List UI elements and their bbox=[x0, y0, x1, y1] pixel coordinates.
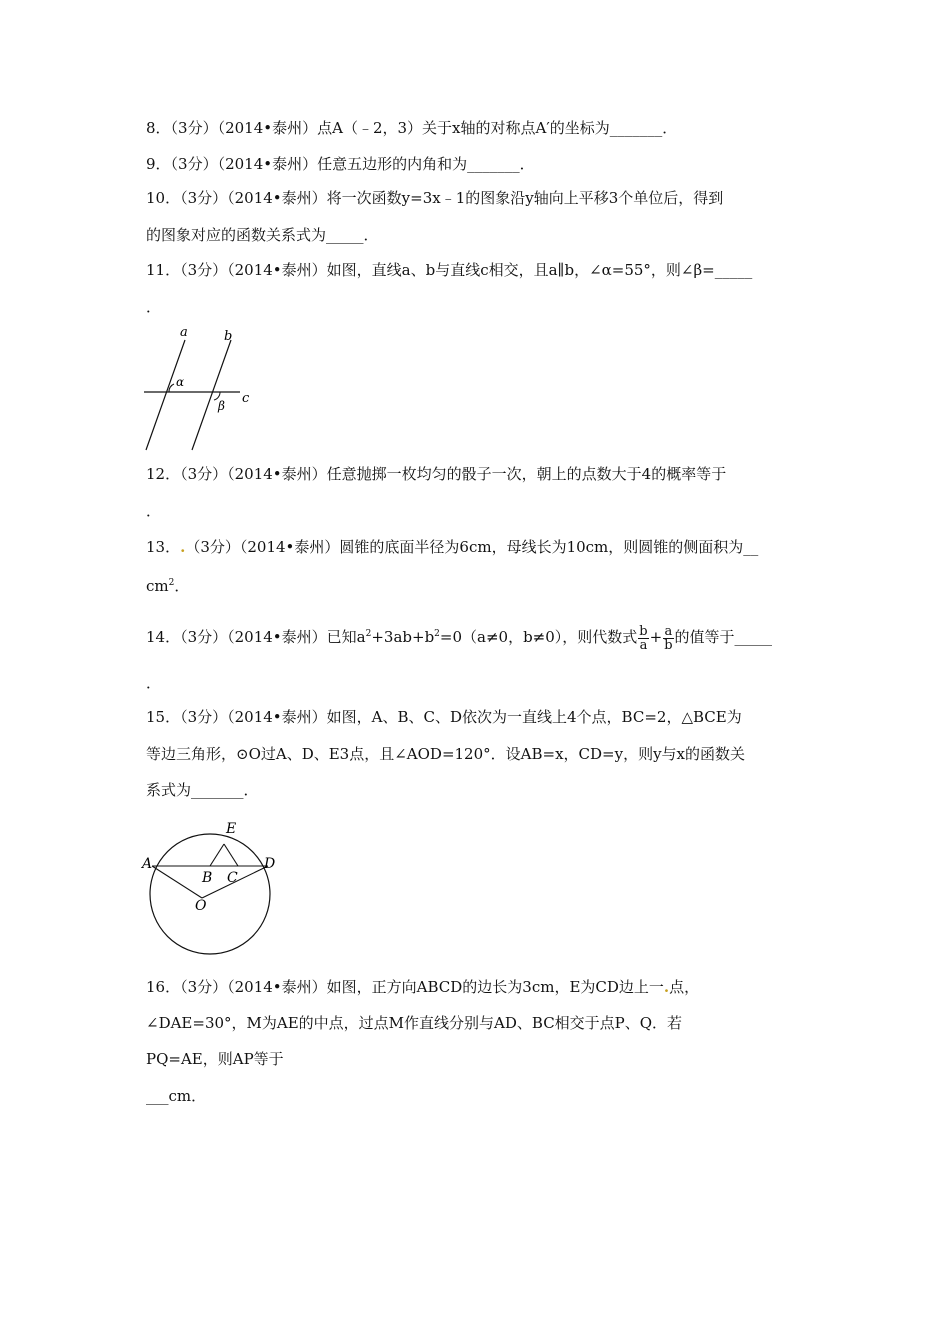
question-14-line-1 bbox=[146, 620, 772, 652]
fraction-plus-sign: + bbox=[649, 628, 663, 646]
question-8: 8．（3分）（2014•泰州）点A（﹣2，3）关于x轴的对称点A′的坐标为_______． bbox=[146, 119, 678, 137]
line-b bbox=[192, 340, 231, 450]
question-14-part-4: 的值等于_____ bbox=[674, 628, 773, 646]
label-A: A bbox=[142, 856, 153, 872]
question-16-line-4: ___cm． bbox=[146, 1087, 207, 1105]
question-11-line-2: ． bbox=[146, 298, 162, 316]
question-13-text: （3分）（2014•泰州）圆锥的底面半径为6cm，母线长为10cm，则圆锥的侧面积为__ bbox=[185, 538, 759, 556]
question-14-part-2: +3ab+b bbox=[371, 628, 435, 646]
question-16-line-1 bbox=[146, 977, 699, 997]
label-alpha: α bbox=[176, 375, 185, 389]
question-13-line-1 bbox=[146, 537, 758, 557]
label-C: C bbox=[227, 870, 238, 886]
question-13-unit: cm bbox=[146, 577, 169, 595]
question-13-dot-mark: . bbox=[180, 538, 186, 556]
question-11-line-1: 11．（3分）（2014•泰州）如图，直线a、b与直线c相交，且a∥b，∠α=55°，则∠β=_____ bbox=[146, 261, 753, 279]
fraction-2-numerator: a bbox=[664, 623, 673, 639]
question-16-line-2: ∠DAE=30°，M为AE的中点，过点M作直线分别与AD、BC相交于点P、Q．若 bbox=[146, 1014, 683, 1032]
parallel-lines-figure bbox=[140, 322, 255, 454]
fraction-b-over-a bbox=[638, 625, 648, 652]
question-10-line-1: 10．（3分）（2014•泰州）将一次函数y=3x﹣1的图象沿y轴向上平移3个单位后，得到 bbox=[146, 189, 724, 207]
question-16-text-b: 点， bbox=[669, 978, 700, 996]
question-13-end: ． bbox=[174, 577, 190, 595]
fraction-1-numerator: b bbox=[639, 623, 648, 639]
question-14-part-3: =0（a≠0，b≠0），则代数式 bbox=[439, 628, 638, 646]
question-16-line-3: PQ=AE，则AP等于 bbox=[146, 1050, 284, 1068]
question-15-line-3: 系式为_______． bbox=[146, 781, 259, 799]
label-b: b bbox=[224, 329, 233, 344]
fraction-a-over-b bbox=[663, 625, 673, 652]
label-c: c bbox=[242, 391, 250, 406]
fraction-1-denominator: a bbox=[639, 637, 648, 653]
label-O: O bbox=[195, 898, 207, 914]
question-14-exp-2: 2 bbox=[434, 629, 440, 639]
label-beta: β bbox=[218, 399, 225, 413]
question-12-line-2: ． bbox=[146, 502, 162, 520]
question-15-line-2: 等边三角形，⊙O过A、D、E3点，且∠AOD=120°．设AB=x，CD=y，则y与x的函数关 bbox=[146, 745, 746, 763]
question-14-line-2: ． bbox=[146, 674, 162, 692]
angle-alpha-arc bbox=[169, 384, 174, 392]
question-16-text-a: 16．（3分）（2014•泰州）如图，正方向ABCD的边长为3cm，E为CD边上一 bbox=[146, 978, 664, 996]
question-14-part-1: 14．（3分）（2014•泰州）已知a bbox=[146, 628, 366, 646]
question-14-exp-1: 2 bbox=[365, 629, 372, 639]
circle-figure bbox=[140, 814, 290, 958]
fraction-2-denominator: b bbox=[664, 637, 673, 653]
line-a bbox=[146, 340, 185, 450]
question-13-exponent: 2 bbox=[168, 578, 175, 588]
question-16-dot-mark: . bbox=[663, 978, 670, 996]
label-B: B bbox=[202, 870, 213, 886]
question-10-line-2: 的图象对应的函数关系式为_____． bbox=[146, 226, 379, 244]
question-13-number: 13． bbox=[146, 538, 181, 556]
question-15-line-1: 15．（3分）（2014•泰州）如图，A、B、C、D依次为一直线上4个点，BC=2，△BCE为 bbox=[146, 708, 742, 726]
question-13-line-2 bbox=[146, 573, 189, 596]
segment-oa bbox=[152, 866, 202, 898]
segment-ce bbox=[224, 844, 238, 866]
question-9: 9．（3分）（2014•泰州）任意五边形的内角和为_______． bbox=[146, 155, 535, 173]
label-a: a bbox=[180, 325, 188, 340]
label-E: E bbox=[226, 821, 237, 837]
question-12-line-1: 12．（3分）（2014•泰州）任意抛掷一枚均匀的骰子一次，朝上的点数大于4的概率等于 bbox=[146, 465, 727, 483]
segment-be bbox=[210, 844, 224, 866]
label-D: D bbox=[264, 856, 276, 872]
